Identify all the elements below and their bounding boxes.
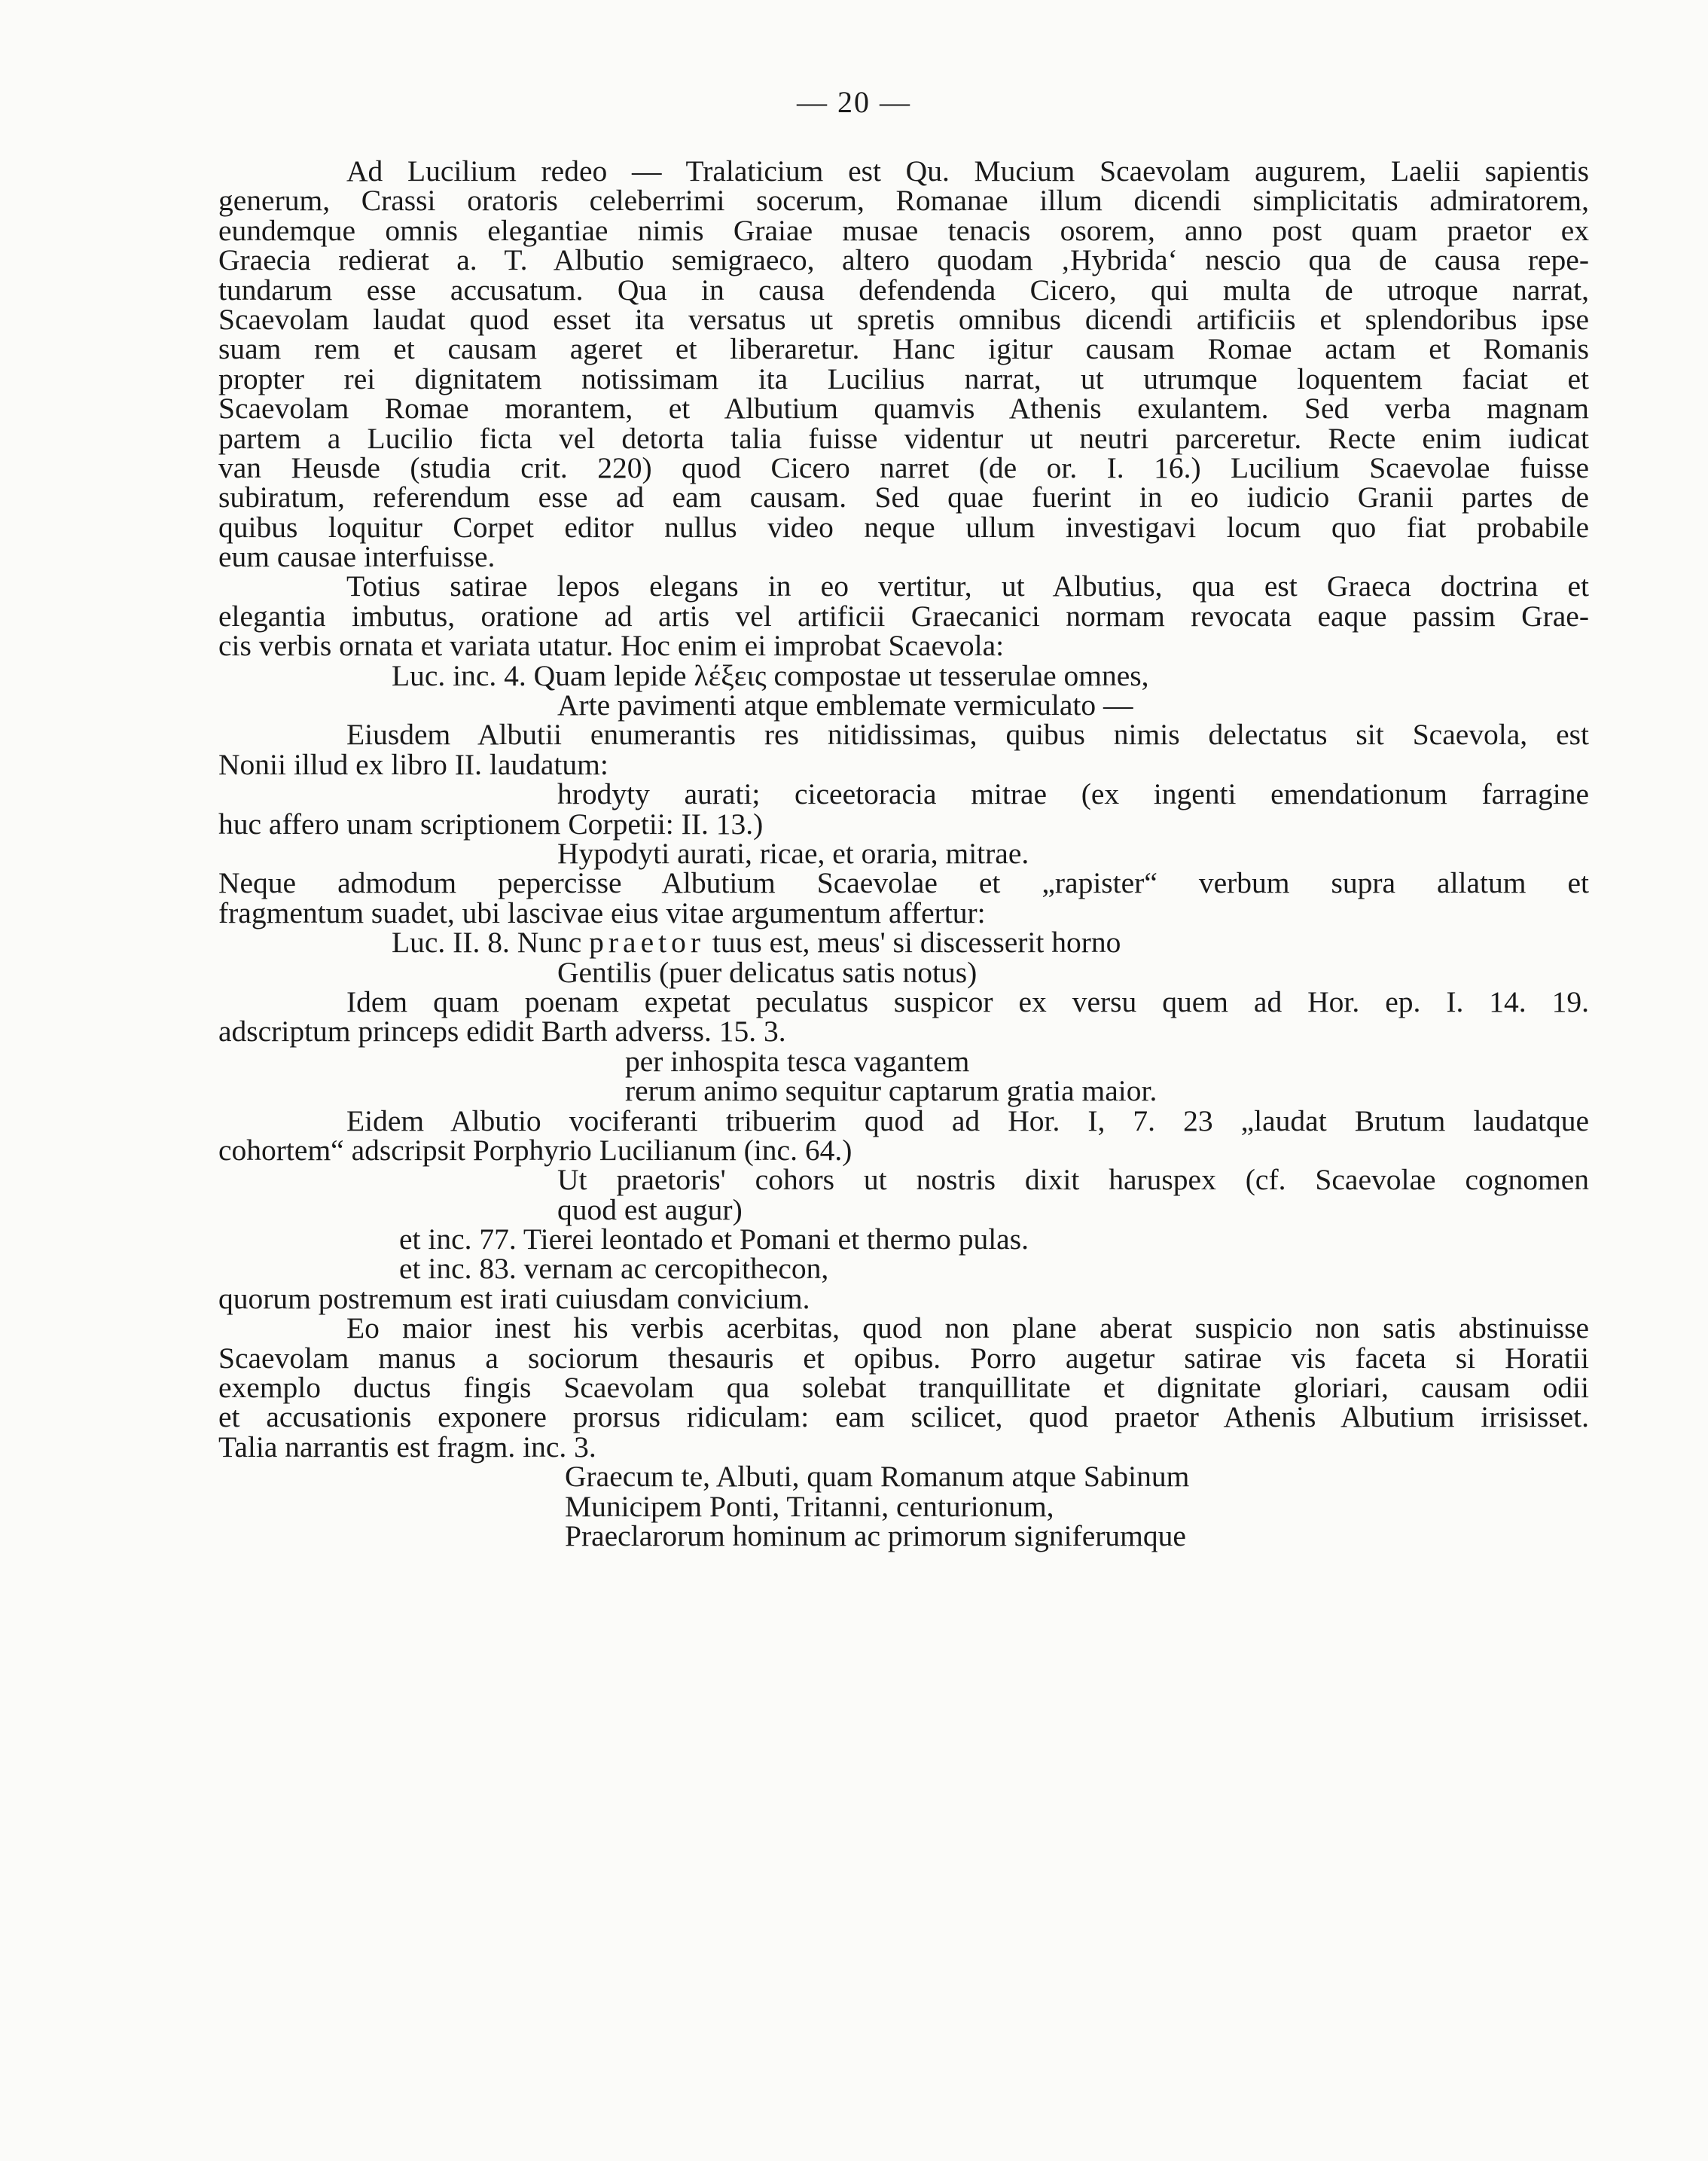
- quote-line: Graecum te, Albuti, quam Romanum atque Sabinum: [565, 1460, 1190, 1494]
- emphasis-word: praetor: [589, 926, 706, 960]
- text-line: propter rei dignitatem notissimam ita Lucilius narrat, ut utrumque loquentem faciat et: [218, 362, 1589, 395]
- quote-ref: Luc. II. 8. Nunc: [392, 926, 582, 960]
- text-line: tundarum esse accusatum. Qua in causa defendenda Cicero, qui multa de utroque narrat,: [218, 273, 1589, 307]
- text-line: Scaevolam Romae morantem, et Albutium quamvis Athenis exulantem. Sed verba magnam: [218, 392, 1589, 426]
- text-line: Scaevolam laudat quod esset ita versatus ut spretis omnibus dicendi artificiis et splendoribus ipse: [218, 302, 1589, 336]
- text-line: subiratum, referendum esse ad eam causam. Sed quae fuerint in eo iudicio Granii partes de: [218, 481, 1589, 514]
- text-line: huc affero unam scriptionem Corpetii: II. 13.): [218, 807, 764, 841]
- text-line: Scaevolam manus a sociorum thesauris et opibus. Porro augetur satirae vis faceta si Horatii: [218, 1341, 1589, 1375]
- text-line: Eo maior inest his verbis acerbitas, quod non plane aberat suspicio non satis abstinuisse: [346, 1311, 1589, 1345]
- text-line: cohortem“ adscripsit Porphyrio Lucilianum (inc. 64.): [218, 1133, 852, 1167]
- quote-line: et inc. 83. vernam ac cercopithecon,: [399, 1252, 829, 1286]
- text-line: partem a Lucilio ficta vel detorta talia fuisse videntur ut neutri parceretur. Recte enim iudicat: [218, 421, 1589, 455]
- quote-line: Praeclarorum hominum ac primorum signiferumque: [565, 1518, 1186, 1552]
- text-line: quibus loquitur Corpet editor nullus video neque ullum investigavi locum quo fiat probabile: [218, 510, 1589, 544]
- text-line: et accusationis exponere prorsus ridiculam: eam scilicet, quod praetor Athenis Albutium irrisisset.: [218, 1400, 1589, 1434]
- text-line: adscriptum princeps edidit Barth adverss. 15. 3.: [218, 1015, 786, 1048]
- quote-line: rerum animo sequitur captarum gratia maior.: [625, 1074, 1157, 1108]
- text-line: suam rem et causam ageret et liberaretur. Hanc igitur causam Romae actam et Romanis: [218, 332, 1589, 366]
- text-line: cis verbis ornata et variata utatur. Hoc enim ei improbat Scaevola:: [218, 629, 1005, 663]
- text-line: generum, Crassi oratoris celeberrimi socerum, Romanae illum dicendi simplicitatis admiratorem,: [218, 184, 1589, 218]
- text-line: Graecia redierat a. T. Albutio semigraeco, altero quodam ‚Hybrida‘ nescio qua de causa repe-: [218, 243, 1589, 277]
- quote-line: Luc. inc. 4. Quam lepide λέξεις compostae ut tesserulae omnes,: [392, 658, 1149, 692]
- text-line: fragmentum suadet, ubi lascivae eius vitae argumentum affertur:: [218, 896, 986, 929]
- text-line: Talia narrantis est fragm. inc. 3.: [218, 1430, 596, 1464]
- quote-line: Arte pavimenti atque emblemate vermiculato —: [557, 688, 1133, 722]
- text-line: van Heusde (studia crit. 220) quod Cicero narret (de or. I. 16.) Lucilium Scaevolae fuisse: [218, 450, 1589, 484]
- text-line: Neque admodum pepercisse Albutium Scaevolae et „rapister“ verbum supra allatum et: [218, 866, 1589, 900]
- text-line: exemplo ductus fingis Scaevolam qua solebat tranquillitate et dignitate gloriari, causam odii: [218, 1371, 1589, 1405]
- quote-rest: tuus est, meus' si discesserit horno: [712, 926, 1121, 960]
- text-line: Ad Lucilium redeo — Tralaticium est Qu. Mucium Scaevolam augurem, Laelii sapientis: [346, 154, 1589, 188]
- text-line: Idem quam poenam expetat peculatus suspicor ex versu quem ad Hor. ep. I. 14. 19.: [346, 984, 1589, 1018]
- quote-line: hrodyty aurati; ciceetoracia mitrae (ex ingenti emendationum farragine: [557, 777, 1589, 811]
- text-line: Eidem Albutio vociferanti tribuerim quod ad Hor. I, 7. 23 „laudat Brutum laudatque: [346, 1103, 1589, 1137]
- quote-line: quod est augur): [557, 1192, 743, 1226]
- quote-line: Ut praetoris' cohors ut nostris dixit haruspex (cf. Scaevolae cognomen: [557, 1163, 1589, 1197]
- text-line: Nonii illud ex libro II. laudatum:: [218, 747, 608, 781]
- quote-line: per inhospita tesca vagantem: [625, 1044, 970, 1078]
- text-line: Totius satirae lepos elegans in eo vertitur, ut Albutius, qua est Graeca doctrina et: [346, 569, 1589, 603]
- body-text: [218, 154, 1589, 1552]
- quote-line: Hypodyti aurati, ricae, et oraria, mitrae.: [557, 836, 1029, 870]
- page-number: — 20 —: [797, 85, 911, 119]
- text-line: quorum postremum est irati cuiusdam convicium.: [218, 1281, 810, 1315]
- text-line: elegantia imbutus, oratione ad artis vel artificii Graecanici normam revocata eaque passim Grae-: [218, 599, 1589, 633]
- quote-line: [218, 926, 1589, 960]
- quote-line: Gentilis (puer delicatus satis notus): [557, 955, 978, 989]
- text-line: Eiusdem Albutii enumerantis res nitidissimas, quibus nimis delectatus sit Scaevola, est: [346, 718, 1589, 752]
- quote-line: Municipem Ponti, Tritanni, centurionum,: [565, 1489, 1054, 1523]
- quote-line: et inc. 77. Tierei leontado et Pomani et thermo pulas.: [399, 1222, 1029, 1256]
- text-line: eundemque omnis elegantiae nimis Graiae musae tenacis osorem, anno post quam praetor ex: [218, 213, 1589, 247]
- text-line: eum causae interfuisse.: [218, 540, 496, 574]
